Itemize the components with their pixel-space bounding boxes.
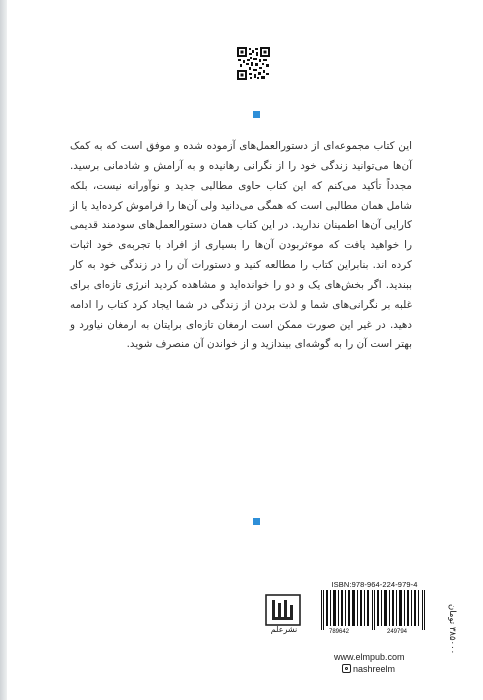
isbn-number: ISBN:978-964-224-979-4 xyxy=(331,580,418,589)
publisher-social[interactable] xyxy=(342,664,395,674)
price-label: ۳۸۵۰۰۰ تومان xyxy=(447,603,457,654)
barcode-bars xyxy=(315,590,434,630)
qr-code-icon xyxy=(237,47,270,80)
decorative-square-bottom xyxy=(253,518,260,525)
decorative-square-top xyxy=(253,111,260,118)
publisher-logo xyxy=(264,594,302,644)
publisher-social-handle: nashreelm xyxy=(353,664,396,674)
back-cover-paragraph: این کتاب مجموعه‌ای از دستورالعمل‌های آزموده شده و موفق است که به کمک آن‌ها می‌توانید زندگی خود را از نگرانی رهانیده و به آرامش و شادمانی برسید. مجدداً تأکید می‌کنم که این کتاب حاوی مطالبی جدید و نوآورانه نیست، بلکه شامل همان مطالبی است که همگی می‌دانید ولی آن‌ها را فراموش کرده‌اید یا از کارایی آن‌ها اطمینان ندارید. در این کتاب همان دستورالعمل‌های سودمند قدیمی را خواهید یافت که موءثربودن آن‌ها را بسیاری از افراد با تجربه‌ی خود اثبات کرده اند. بنابراین کتاب را مطالعه کنید و دستورات آن را در زندگی خود به کار ببندید. اگر بخش‌های یک و دو را خوانده‌اید و مشاهده کردید انرژی تازه‌ای برای غلبه بر نگرانی‌های شما و لذت بردن از زندگی در شما ایجاد کرد کتاب را ادامه دهید. در غیر این صورت ممکن است ارمغان تازه‌ای برایتان به ارمغان نیاورد و بهتر است آن را به گوشه‌ای بیندازید و از خواندن آن منصرف شوید. xyxy=(70,140,412,351)
instagram-icon xyxy=(342,664,351,673)
barcode-digits-left: 789642 xyxy=(329,629,350,635)
barcode-digits-right: 249794 xyxy=(387,629,408,635)
book-spine-edge xyxy=(0,0,7,700)
publisher-name: نشرعلم xyxy=(270,625,298,634)
publisher-website[interactable]: www.elmpub.com xyxy=(334,652,405,662)
